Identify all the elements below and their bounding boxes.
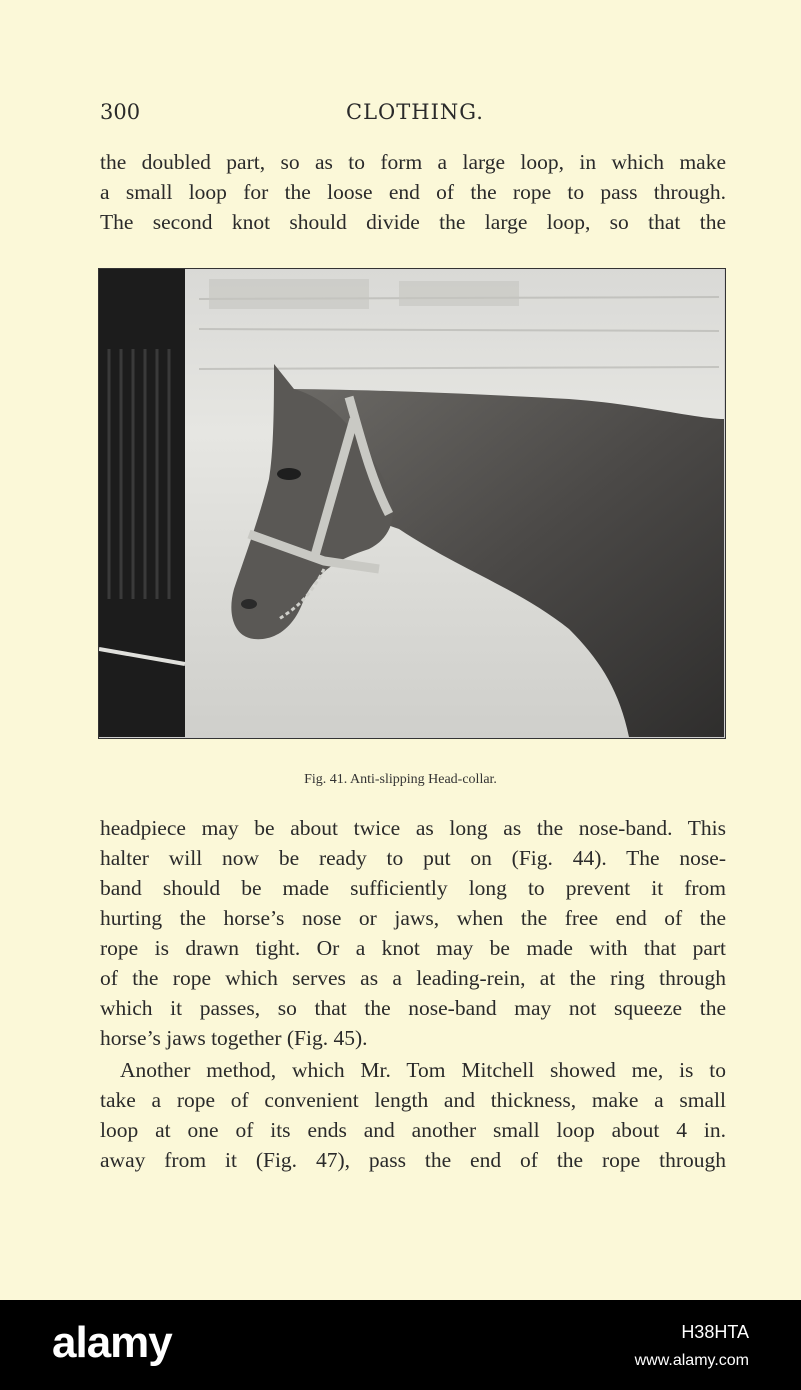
running-title: CLOTHING. [346, 100, 484, 124]
paragraph-next [100, 1055, 726, 1175]
text-line: the doubled part, so as to form a large loop, in which make [100, 150, 726, 174]
text-line: loop at one of its ends and another small loop about 4 in. [100, 1118, 726, 1142]
running-head [100, 100, 730, 130]
image-id: H38HTA [681, 1322, 749, 1342]
horse-photograph [98, 268, 726, 739]
stock-photo-banner [0, 1300, 801, 1390]
figure-caption: Fig. 41. Anti-slipping Head-collar. [304, 772, 497, 787]
text-line: a small loop for the loose end of the rope to pass through. [100, 180, 726, 204]
brand-logo[interactable]: alamy [52, 1318, 172, 1367]
text-line: away from it (Fig. 47), pass the end of the rope through [100, 1148, 726, 1172]
text-line: horse’s jaws together (Fig. 45). [100, 1026, 368, 1050]
text-line: hurting the horse’s nose or jaws, when the free end of the [100, 906, 726, 930]
paragraph-top [100, 147, 726, 237]
horse-nostril [241, 599, 257, 609]
text-line: halter will now be ready to put on (Fig. 44). The nose- [100, 846, 726, 870]
text-line: which it passes, so that the nose-band may not squeeze the [100, 996, 726, 1020]
page-number: 300 [100, 100, 141, 124]
text-line: Another method, which Mr. Tom Mitchell showed me, is to [120, 1058, 726, 1082]
horse-head-collar-illustration [99, 269, 724, 737]
horse-eye [277, 468, 301, 480]
text-line: The second knot should divide the large loop, so that the [100, 210, 726, 234]
paragraph-main [100, 813, 726, 1053]
text-line: rope is drawn tight. Or a knot may be made with that part [100, 936, 726, 960]
text-line: headpiece may be about twice as long as the nose-band. This [100, 816, 726, 840]
text-line: of the rope which serves as a leading-rein, at the ring through [100, 966, 726, 990]
text-line: take a rope of convenient length and thickness, make a small [100, 1088, 726, 1112]
text-line: band should be made sufficiently long to prevent it from [100, 876, 726, 900]
site-link[interactable]: www.alamy.com [634, 1352, 749, 1369]
stable-door [99, 269, 185, 737]
